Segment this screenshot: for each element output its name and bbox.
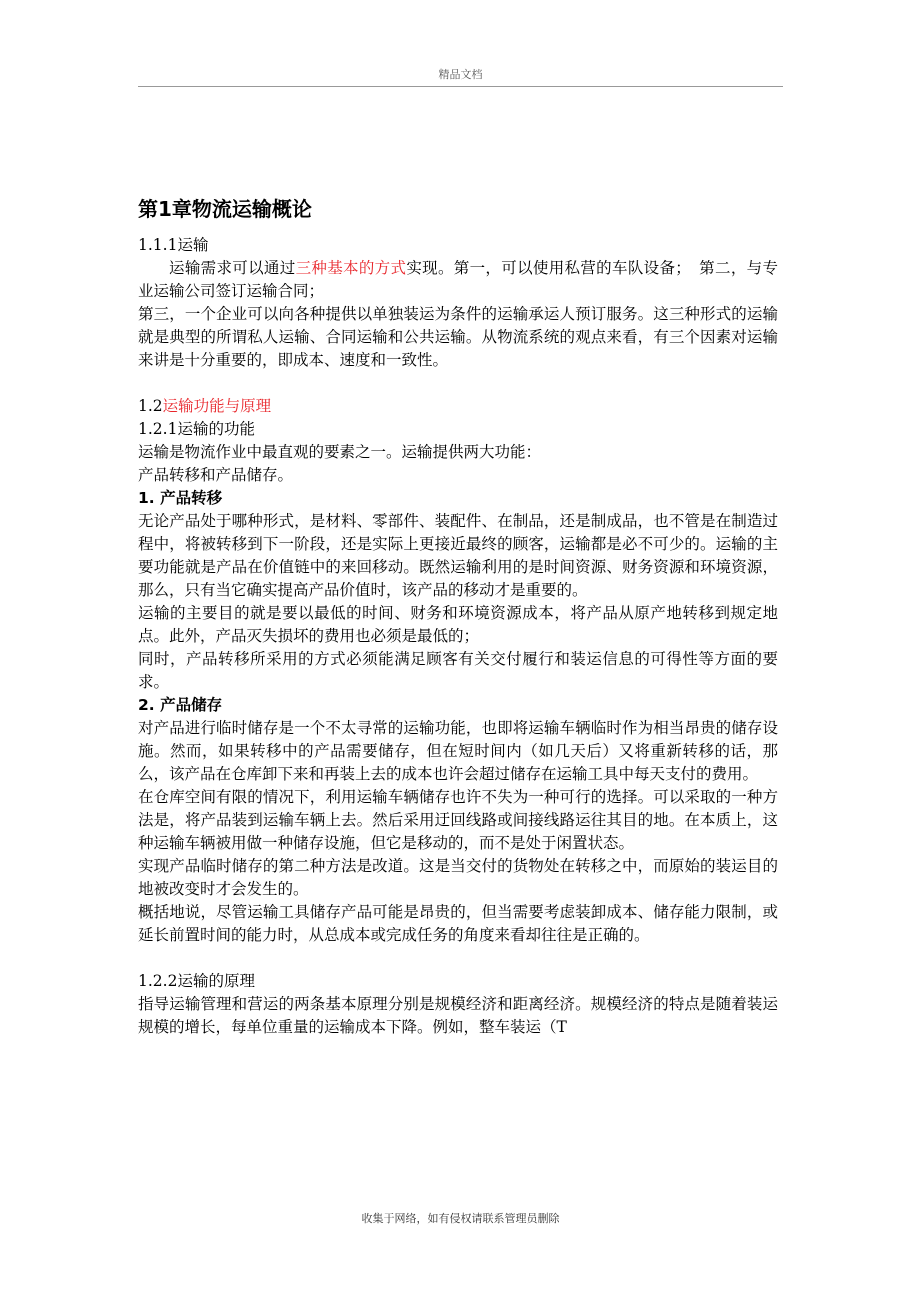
document-body xyxy=(138,196,778,1039)
paragraph: 运输的主要目的就是要以最低的时间、财务和环境资源成本，将产品从原产地转移到规定地点。此外，产品灭失损坏的费用也必须是最低的； xyxy=(138,604,778,645)
paragraph-intro: 运输是物流作业中最直观的要素之一。运输提供两大功能： xyxy=(138,443,542,461)
chapter-title: 第1章物流运输概论 xyxy=(138,197,312,221)
highlighted-text: 三种基本的方式 xyxy=(295,259,407,277)
spacer xyxy=(138,372,778,395)
subheading-product-transfer: 1. 产品转移 xyxy=(138,489,223,507)
section-number: 1.2 xyxy=(138,397,163,415)
section-heading-1-1-1: 1.1.1运输 xyxy=(138,236,209,254)
paragraph-third-way: 第三，一个企业可以向各种提供以单独装运为条件的运输承运人预订服务。这三种形式的运输就是典型的所谓私人运输、合同运输和公共运输。从物流系统的观点来看，有三个因素对运输来讲是十分重要的，即成本、速度和一致性。 xyxy=(138,305,778,369)
subheading-product-storage: 2. 产品储存 xyxy=(138,696,223,714)
section-heading-1-2-1: 1.2.1运输的功能 xyxy=(138,420,255,438)
text-run: 实现。第一，可以使用私营的车队设备； 第二，与专业运输公司签订运输合同； xyxy=(138,259,778,300)
footer-text: 收集于网络，如有侵权请联系管理员删除 xyxy=(361,1212,560,1225)
section-heading-1-2-2: 1.2.2运输的原理 xyxy=(138,972,255,990)
paragraph-intro-2: 产品转移和产品储存。 xyxy=(138,466,294,484)
spacer xyxy=(138,947,778,970)
page-header xyxy=(138,66,783,87)
paragraph: 概括地说，尽管运输工具储存产品可能是昂贵的，但当需要考虑装卸成本、储存能力限制，或延长前置时间的能力时，从总成本或完成任务的角度来看却往往是正确的。 xyxy=(138,903,778,944)
paragraph: 实现产品临时储存的第二种方法是改道。这是当交付的货物处在转移之中，而原始的装运目的地被改变时才会发生的。 xyxy=(138,857,778,898)
paragraph: 指导运输管理和营运的两条基本原理分别是规模经济和距离经济。规模经济的特点是随着装运规模的增长，每单位重量的运输成本下降。例如，整车装运（T xyxy=(138,995,778,1036)
paragraph: 对产品进行临时储存是一个不太寻常的运输功能，也即将运输车辆临时作为相当昂贵的储存设施。然而，如果转移中的产品需要储存，但在短时间内（如几天后）又将重新转移的话，那么，该产品在仓库卸下来和再装上去的成本也许会超过储存在运输工具中每天支付的费用。 xyxy=(138,719,778,783)
page-footer xyxy=(138,1210,783,1226)
header-text: 精品文档 xyxy=(438,68,483,81)
paragraph: 无论产品处于哪种形式，是材料、零部件、装配件、在制品，还是制成品，也不管是在制造过程中，将被转移到下一阶段，还是实际上更接近最终的顾客，运输都是必不可少的。运输的主要功能就是产品在价值链中的来回移动。既然运输利用的是时间资源、财务资源和环境资源，那么，只有当它确实提高产品价值时，该产品的移动才是重要的。 xyxy=(138,512,778,599)
section-title-highlighted: 运输功能与原理 xyxy=(162,397,272,415)
paragraph-transport-demand xyxy=(138,257,778,303)
section-heading-1-2 xyxy=(138,395,778,418)
paragraph: 在仓库空间有限的情况下，利用运输车辆储存也许不失为一种可行的选择。可以采取的一种方法是，将产品装到运输车辆上去。然后采用迂回线路或间接线路运往其目的地。在本质上，这种运输车辆被用做一种储存设施，但它是移动的，而不是处于闲置状态。 xyxy=(138,788,778,852)
text-run: 运输需求可以通过 xyxy=(169,259,296,277)
paragraph: 同时，产品转移所采用的方式必须能满足顾客有关交付履行和装运信息的可得性等方面的要求。 xyxy=(138,650,778,691)
